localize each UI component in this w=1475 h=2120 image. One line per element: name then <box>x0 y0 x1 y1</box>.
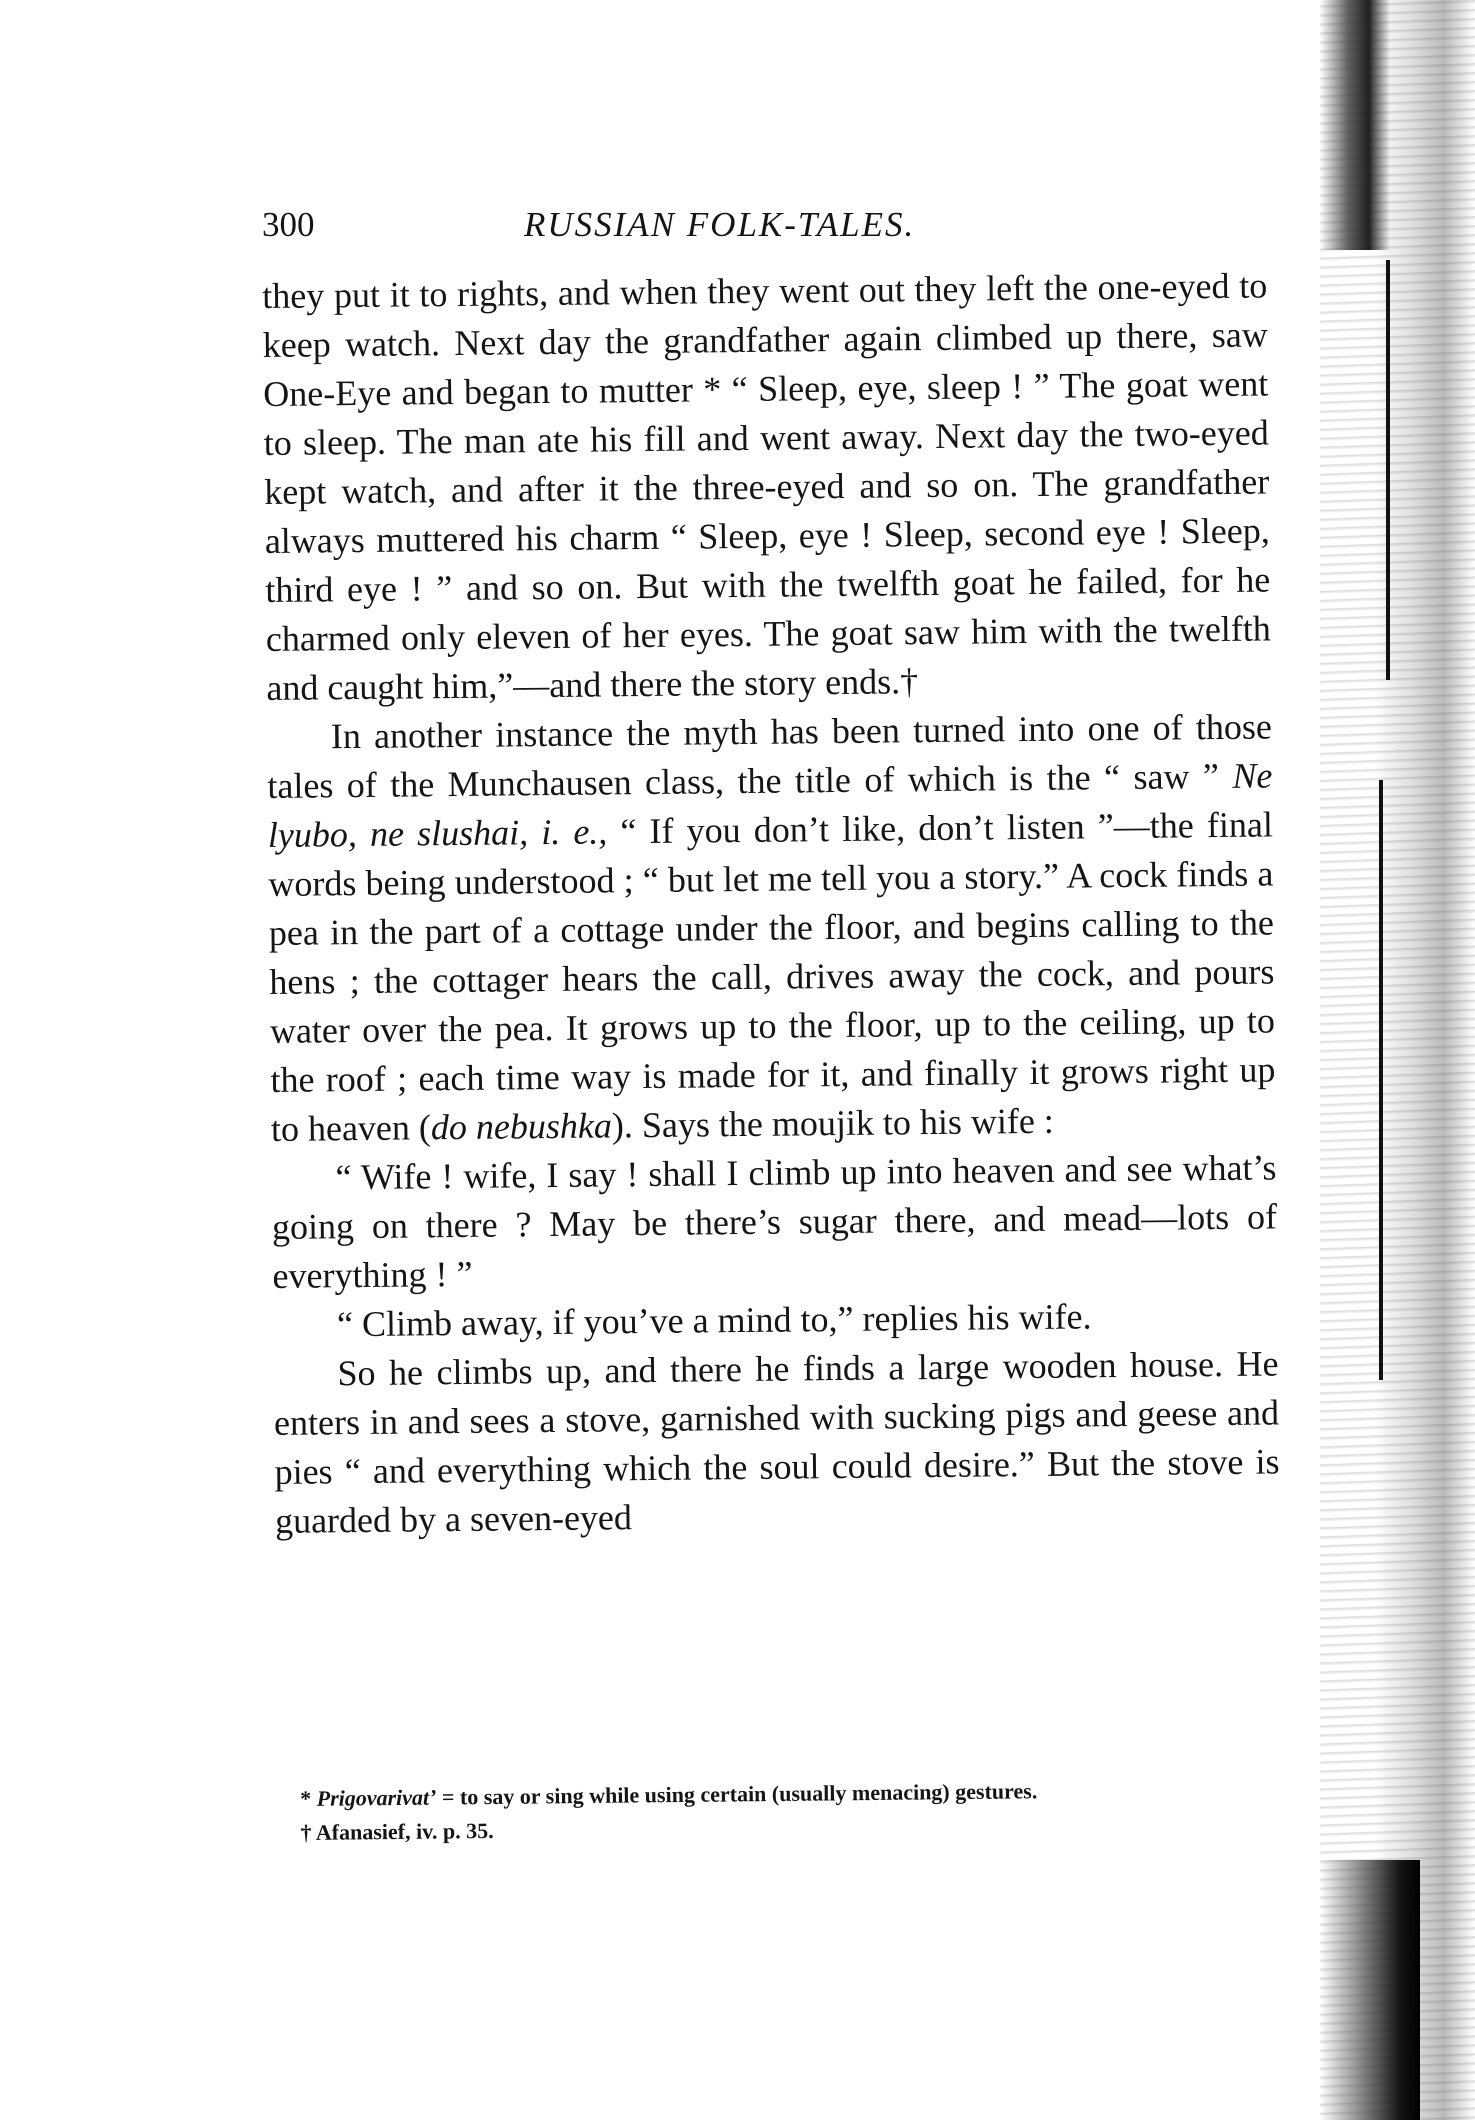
page-edge-line-2 <box>1379 780 1383 1380</box>
footnote-1-term: Prigovarivat’ <box>316 1784 437 1811</box>
paragraph-4: “ Climb away, if you’ve a mind to,” replies his wife. <box>336 1296 1092 1345</box>
footnote-2-mark: † <box>300 1819 312 1845</box>
paragraph-2-italic-heaven: do nebushka <box>430 1105 613 1148</box>
page-number: 300 <box>262 205 315 244</box>
paragraph-2-text-c: ). Says the moujik to his wife : <box>611 1100 1055 1146</box>
body-text <box>262 261 1280 1545</box>
paragraph-2-text-b: “ If you don’t like, don’t listen ”—the final words being understood ; “ but let me tell you a story.” A cock finds a pea in the part of a cottage under the floor, and begins calling to the hens ; the cottager hears the call, drives away the cock, and pours water over the pea. It grows up to the floor, up to the ceiling, up to the roof ; each time way is made for it, and finally it grows right up to heaven ( <box>268 804 1276 1149</box>
footnote-1-mark: * <box>300 1785 312 1811</box>
paragraph-2-text-a: In another instance the myth has been turned into one of those tales of the Munchausen class, the title of which is the “ saw ” <box>267 706 1273 806</box>
paragraph-2-italic-saying: Ne lyubo, ne slushai, i. e., <box>267 755 1273 855</box>
page-edge-dark-bottom <box>1320 1860 1420 2120</box>
page-edge-line-1 <box>1386 260 1390 680</box>
running-title: RUSSIAN FOLK-TALES. <box>524 205 916 244</box>
paragraph-3: “ Wife ! wife, I say ! shall I climb up into heaven and see what’s going on there ? May be there’s sugar there, and mead—lots of everything ! ” <box>271 1147 1278 1296</box>
page-edge-shadow <box>1320 0 1475 2120</box>
running-head <box>262 205 1272 255</box>
paragraph-1: they put it to rights, and when they went out they left the one-eyed to keep watch. Next day the grandfather again climbed up there, saw One-Eye and began to mutter * “ Sleep, eye, sleep ! ” The goat went to sleep. The man ate his fill and went away. Next day the two-eyed kept watch, and after it the three-eyed and so on. The grandfather always muttered his charm “ Sleep, eye ! Sleep, second eye ! Sleep, third eye ! ” and so on. But with the twelfth goat he failed, for he charmed only eleven of her eyes. The goat saw him with the twelfth and caught him,”—and there the story ends.† <box>262 265 1271 708</box>
paragraph-5: So he climbs up, and there he finds a large wooden house. He enters in and sees a stove, garnished with sucking pigs and geese and pies “ and everything which the soul could desire.” But the stove is guarded by a seven-eyed <box>273 1343 1280 1541</box>
footnote-1-text: = to say or sing while using certain (usually menacing) gestures. <box>436 1778 1038 1810</box>
footnote-2-text: Afanasief, iv. p. 35. <box>315 1817 494 1845</box>
page-edge-dark-top <box>1320 0 1390 250</box>
footnotes <box>300 1772 1261 1850</box>
paragraph-2 <box>267 702 1277 1154</box>
